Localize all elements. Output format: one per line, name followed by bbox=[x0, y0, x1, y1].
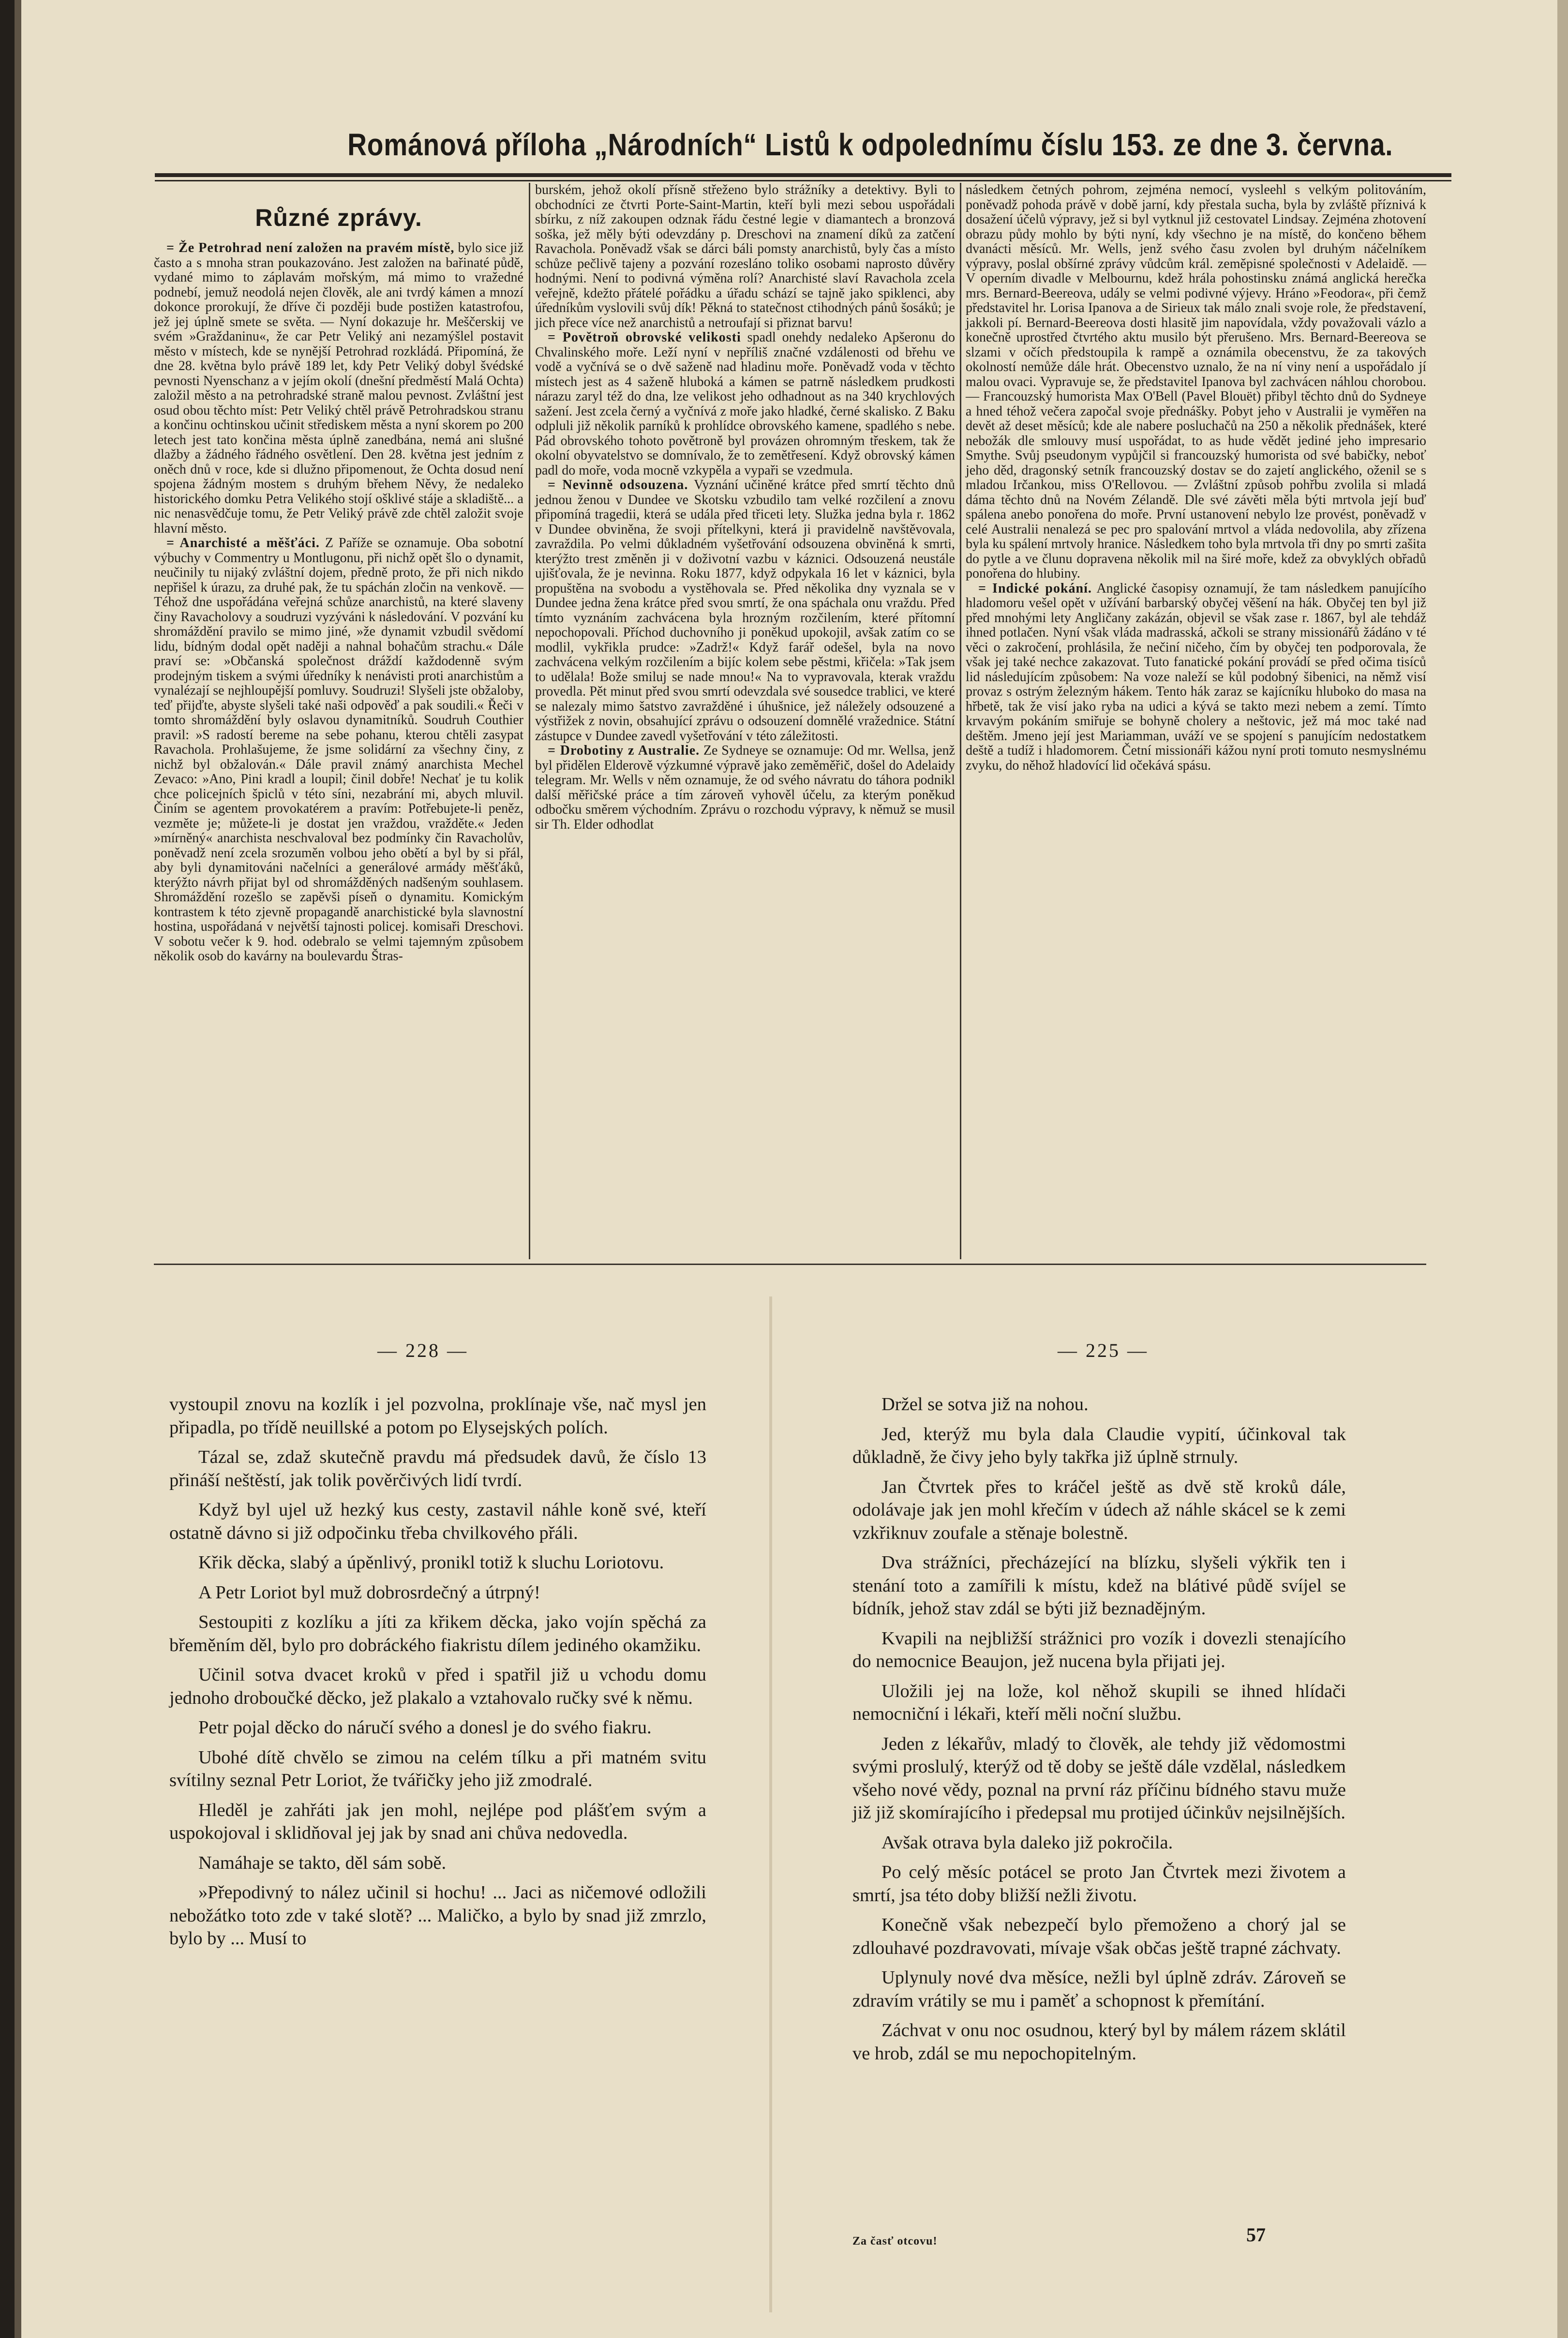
scan-edge-right bbox=[1557, 0, 1568, 2338]
news-item bbox=[535, 330, 955, 478]
novel-paragraph: Učinil sotva dvacet kroků v před i spatřil již u vchodu domu jednoho droboučké děcko, jež plakalo a vztahovalo ručky své k němu. bbox=[169, 1665, 706, 1708]
news-item bbox=[154, 241, 523, 536]
novel-paragraph: Jan Čtvrtek přes to kráčel ještě as dvě stě kroků dále, odolávaje jak jen mohl křečím v údech až náhle skácel se k zemi vzkřiknuv zoufale a stěnaje bolestně. bbox=[852, 1476, 1346, 1543]
header-rule-thin bbox=[155, 180, 1451, 181]
news-item-text: Ze Sydneye se oznamuje: Od mr. Wellsa, jenž byl přidělen Elderově výzkumné výpravě jako zeměměřič, došel do Adelaidy telegram. Mr. Wells v něm oznamuje, že od svého návratu do táhora podnikl další měřičské práce a tím zároveň vyhověl účelu, za kterým poněkud odbočku směrem východním. Zprávu o rozchodu výpravy, k němuž se musil sir Th. Elder odhodlat bbox=[535, 743, 956, 832]
novel-page-right bbox=[852, 1393, 1346, 2177]
news-item-text: Vyznání učiněné krátce před smrtí těchto dnů jednou ženou v Dundee ve Skotsku vzbudilo tam velké rozčilení a znovu připomíná tragedii, která se udála před třiceti lety. Služka jedna byla r. 1862 v Dundee obviněna, že svoji přítelkyni, která ji pravidelně navštěvovala, zavraždila. Po velmi důkladném vyšetřování odsouzena obviněná k smrti, kterýžto trest změněn ji v doživotní vazbu v káznici. Odsouzená neustále ujišťovala, že je nevinna. Roku 1877, když odpykala 16 let v káznici, byla propuštěna na svobodu a vystěhovala se. Před několika dny vyznala se v Dundee jedna žena krátce před svou smrtí, že ona spáchala onu vraždu. Před tímto vyznáním zachvácena byla hrozným rozčilením, které přítomní nepochopovali. Příchod duchovního ji poněkud upokojil, avšak zatím co se modlil, vykřikla prudce: »Zadrž!« Když farář odešel, byla na novo zachvácena velkým rozčilením a bijíc kolem sebe pěstmi, křičela: »Tak jsem to udělala! Bože smiluj se nade mnou!« Na to vypravovala, kterak vraždu provedla. Pět minut před svou smrtí odevzdala své sousedce trablici, ve které se nalezaly mimo šatstvo zavražděné i úhušnice, jež náležely odsouzené a výstřižek z novin, obsahující zprávu o odsouzení domnělé vražednice. Státní zástupce v Dundee zavedl vyšetřování v této záležitosti. bbox=[535, 477, 955, 744]
novel-page-left bbox=[169, 1393, 706, 2225]
column-divider bbox=[529, 183, 530, 1259]
novel-paragraph: Když byl ujel už hezký kus cesty, zastavil náhle koně své, kteří ostatně dávno si již odpočinku třeba chvilkového přáli. bbox=[169, 1500, 706, 1543]
section-title: Různé zprávy. bbox=[255, 204, 422, 231]
page-header: Románová příloha „Národních“ Listů k odpolednímu číslu 153. ze dne 3. června. bbox=[347, 127, 1393, 162]
news-item bbox=[154, 536, 523, 964]
header-rule bbox=[155, 173, 1451, 177]
novel-paragraph: Namáhaje se takto, děl sám sobě. bbox=[198, 1852, 447, 1873]
page-fold bbox=[769, 1296, 772, 2312]
news-item-title: = Drobotiny z Australie. bbox=[548, 743, 700, 758]
news-item-text: spadl onehdy nedaleko Apšeronu do Chvalinského moře. Leží nyní v nepříliš značné vzdálenosti od břehu ve vodě a vyčnívá se o dvě saženě nad hladinu moře. Poněvadž voda v těchto místech jest as 4 saženě hluboká a kámen se patrně následkem prudkosti nárazu zaryl též do dna, lze velikost jeho odhadnout as na 340 krychlových sažení. Jest zcela černý a vyčnívá z moře jako hladké, černé skalisko. Z Baku odpluli již několik parníků k prohlídce obrovského kamene, spadlého s nebe. Pád obrovského tohoto povětroně byl provázen ohromným třeskem, tak že okolní obyvatelstvo se domnívalo, že to zemětřesení. Když obrovský kámen padl do moře, voda mocně vzkypěla a vypaři se vzedmula. bbox=[535, 330, 955, 478]
news-column-1 bbox=[154, 183, 523, 1262]
novel-paragraph: Držel se sotva již na nohou. bbox=[881, 1394, 1089, 1415]
news-item-continuation: burském, jehož okolí přísně střeženo bylo strážníky a detektivy. Byli to obchodníci ze čtvrti Porte-Saint-Martin, kteří byli mezi sebou uspořádali sbírku, z níž zakoupen odznak řádu čestné legie v diamantech a bronzová soška, jež měly býti odevzdány p. Dreschovi na znamení díků za zatčení Ravachola. Poněvadž však se dárci báli pomsty anarchistů, byly čas a místo schůze pečlivě tajeny a pozvání rozesláno toliko osobami naprosto důvěry hodnými. Není to podivná výměna rolí? Anarchisté slaví Ravachola zcela veřejně, kdežto přátelé pořádku a úřadu schází se tajně jako spiklenci, aby úředníkům vyslovili svůj dík! Pěkná to statečnost ctihodných pánů šosáků; je jich přece více než anarchistů a netroufají si přiznat barvu! bbox=[535, 182, 955, 330]
news-item-title: = Indické pokání. bbox=[978, 581, 1092, 596]
novel-paragraph: Konečně však nebezpečí bylo přemoženo a chorý jal se zdlouhavé pozdravovati, mívaje však občas ještě trapné záchvaty. bbox=[852, 1915, 1346, 1958]
news-item-text: Anglické časopisy oznamují, že tam následkem panujícího hladomoru vešel opět v užívání barbarský obyčej věšení na hák. Obyčej ten byl již před mnohými lety Angličany zakázán, objevil se však zase r. 1867, byl ale tehdáž ihned potlačen. Nyní však vláda madrasská, ačkoli se strany missionářů žádáno v té věci o zakročení, prohlásila, že nečiní ničeho, čím by obyčej ten podporovala, že však jej také nechce zakazovat. Tuto fanatické pokání provádí se před očima tisíců lid následujícím způsobem: Na voze naleží se kůl podobný šibenici, na němž visí provaz s ostrým železným hákem. Tento hák zaraz se kajícníku hluboko do masa na hřbetě, tak že visí jako ryba na udici a kývá se takto mezi nebem a zemí. Tímto krvavým pokáním smiřuje se bohyně cholery a neštovic, jež má moc také nad deštěm. Jmeno její jest Mariamman, uváží ve se spojení s panujícím nedostatkem deště a tudíž i hladomorem. Četní missionáři kážou nyní proti tomuto nesmyslnému zvyku, do něhož hladovící lid očekává spásu. bbox=[966, 581, 1426, 773]
page-number-left: — 228 — bbox=[377, 1340, 468, 1361]
scan-edge-left bbox=[0, 0, 15, 2338]
news-item-text: bylo sice již často a s mnoha stran poukazováno. Jest založen na bařinaté půdě, vydané mimo to záplavám mořským, má mimo to vražedné podnebí, jemuž neodolá nejen člověk, ale ani tvrdý kámen a mnozí dokonce prorokují, že dříve či později bude postižen katastrofou, jež jej úplně smete se světa. — Nyní dokazuje hr. Meščerskij ve svém »Graždaninu«, že car Petr Veliký ani nezamýšlel postavit město v místech, kde se nynější Petrohrad rozkládá. Připomíná, že dne 28. května bylo právě 189 let, kdy Petr Veliký dobyl švédské pevnosti Nyenschanz a v jejím okolí (dnešní předměstí Malá Ochta) založil město a na petrohradské straně malou pevnost. Zvláštní jest osud obou těchto míst: Petr Veliký chtěl právě Petrohradskou stranu a končinu ochtinskou učinit střediskem města a nyní skorem po 200 letech jest tato končina města úplně zanedbána, nemá ani slušné dlažby a žádného řádného osvětlení. Den 28. května jest jedním z oněch dnů v roce, kde si dlužno připomenout, že Ochta dosud není spojena žádným mostem s druhým břehem Něvy, že nedaleko historického domku Petra Velikého stojí ošklivé stáje a skladiště... a nic nenasvědčuje tomu, že Petr Veliký právě zde chtěl založit svoje hlavní město. bbox=[154, 240, 523, 536]
novel-paragraph: Petr pojal děcko do náručí svého a donesl je do svého fiakru. bbox=[198, 1717, 652, 1738]
novel-paragraph: Záchvat v onu noc osudnou, který byl by málem rázem sklátil ve hrob, zdál se mu nepochopitelným. bbox=[852, 2020, 1346, 2064]
news-item-title: = Že Petrohrad není založen na pravém místě, bbox=[166, 240, 455, 255]
novel-paragraph: »Přepodivný to nález učinil si hochu! ... Jaci as ničemové odložili nebožátko toto zde v také slotě? ... Maličko, a bylo by snad již zmrzlo, bylo by ... Musí to bbox=[169, 1882, 706, 1949]
news-item-title: = Anarchisté a měšťáci. bbox=[166, 536, 320, 551]
novel-paragraph: Kvapili na nejbližší strážnici pro vozík i dovezli stenajícího do nemocnice Beaujon, jež nucena byla přijati jej. bbox=[852, 1628, 1346, 1671]
news-column-3 bbox=[966, 183, 1426, 1262]
novel-paragraph: Uložili jej na lože, kol něhož skupili se ihned hlídači nemocniční i lékaři, kteří měli noční službu. bbox=[852, 1681, 1346, 1724]
novel-paragraph: Avšak otrava byla daleko již pokročila. bbox=[881, 1832, 1173, 1853]
novel-paragraph: Po celý měsíc potácel se proto Jan Čtvrtek mezi životem a smrtí, jsa této doby bližší nežli životu. bbox=[852, 1862, 1346, 1906]
news-item-title: = Povětroň obrovské velikosti bbox=[548, 330, 741, 345]
novel-paragraph: Dva strážníci, přecházející na blízku, slyšeli výkřik ten i stenání toto a zamířili k místu, kdež na blátivé půdě svíjel se bídník, jehož stav zdál se býti již beznadějným. bbox=[852, 1552, 1346, 1619]
news-item-title: = Nevinně odsouzena. bbox=[548, 477, 688, 492]
news-item-continuation: následkem četných pohrom, zejména nemocí, vysleehl s velkým politováním, poněvadž pohoda právě v době jarní, kdy přestala sucha, byla by zvláště příznivá k dosažení účelů výpravy, jež si byl vytknul již cestovatel Lindsay. Zejména zhotovení obrazu půdy mohlo by býti nyní, kdy všechno je na místě, do končeno během dvanácti měsíců. Mr. Wells, jenž svého času zvolen byl druhým náčelníkem výpravy, poslal obšírné zprávy vůdcům král. zeměpisné společnosti v Adelaidě. — V operním divadle v Melbournu, kdež hrála pohostinsku známá anglická herečka mrs. Bernard-Beereova, udály se velmi podivné výjevy. Hráno »Feodora«, při čemž představitel hr. Lorisa Ipanova a de Sirieux tak málo znali svoje role, že představení, jakkoli pí. Bernard-Beereova dosti hlasitě jim napovídala, vždy považovali vázlo a konečně uprostřed čtvrtého aktu musilo být přerušeno. Mrs. Bernard-Beereova se slzami v očích předstoupila k rampě a oznámila obecenstvu, že za takových okolností nemůže dále hrát. Obecenstvo uznalo, že na ní viny není a uspořádalo jí malou ovaci. Vypravuje se, že představitel Ipanova byl zachvácen náhlou chorobou. — Francouzský humorista Max O'Bell (Pavel Blouët) přibyl těchto dnů do Sydneye a hned téhož večera započal svoje přednášky. Pobyt jeho v Australii je vyměřen na devět až deset měsíců; kde ale nabere posluchačů na 250 a několik přednášek, které nebožák dle smlouvy musí uspořádat, to as hude vědět jediné jeho impresario Smythe. Svůj pseudonym vypůjčil si francouzský humorista od své babičky, neboť jeho děd, dragonský setník francouzský dostav se do zajetí anglického, oženil se s mladou Irčankou, miss O'Rellovou. — Zvláštní způsob pohřbu zvolila si mladá dáma těchto dnů na Novém Zélandě. Dle své závěti měla býti mrtvola její buď spálena anebo ponořena do moře. První ustanovení nebylo lze provést, poněvadž v celé Australii nenalezá se pec pro spalování mrtvol a vláda nedovolila, aby zřízena byla ku spálení mrtvoly hranice. Následkem toho byla mrtvola tři dny po smrti zašita do pytle a ve člunu dopravena několik mil na širé moře, kdež za obvyklých obřadů ponořena do hlubiny. bbox=[966, 182, 1426, 581]
news-column-2 bbox=[535, 183, 955, 1262]
novel-paragraph: Jeden z lékařův, mladý to člověk, ale tehdy již vědomostmi svými proslulý, kterýž od tě doby se ještě dále vzdělal, následkem všeho nové vědy, poznal na první ráz příčinu bídného stavu muže již již skomírajícího i předepsal mu protijed účinkův nejsilnějších. bbox=[852, 1733, 1346, 1823]
sheet-number: 57 bbox=[1246, 2224, 1266, 2246]
novel-paragraph: Hleděl je zahřáti jak jen mohl, nejlépe pod plášťem svým a uspokojoval i sklidňoval jej jak by snad ani chůva nedovedla. bbox=[169, 1800, 706, 1843]
novel-paragraph: Tázal se, zdaž skutečně pravdu má předsudek davů, že číslo 13 přináší neštěstí, jak tolik pověrčivých lidí tvrdí. bbox=[169, 1447, 706, 1490]
news-item bbox=[966, 581, 1426, 774]
news-item bbox=[535, 478, 955, 744]
page-number-right: — 225 — bbox=[1058, 1340, 1149, 1361]
column-divider bbox=[960, 183, 961, 1259]
novel-paragraph: vystoupil znovu na kozlík i jel pozvolna, proklínaje vše, nač mysl jen připadla, po třídě neuillské a potom po Elysejských polích. bbox=[169, 1394, 706, 1438]
novel-paragraph: Jed, kterýž mu byla dala Claudie vypití, účinkoval tak důkladně, že čivy jeho byly takřka již úplně strnuly. bbox=[852, 1424, 1346, 1467]
novel-paragraph: Ubohé dítě chvělo se zimou na celém tílku a při matném svitu svítilny seznal Petr Loriot, že tvářičky jeho již zmodralé. bbox=[169, 1747, 706, 1790]
novel-paragraph: Uplynuly nové dva měsíce, nežli byl úplně zdráv. Zároveň se zdravím vrátily se mu i paměť a schopnost k přemítání. bbox=[852, 1967, 1346, 2011]
novel-paragraph: Křik děcka, slabý a úpěnlivý, pronikl totiž k sluchu Loriotovu. bbox=[198, 1552, 664, 1573]
scan-edge-left-shadow bbox=[15, 0, 21, 2338]
news-item bbox=[535, 744, 955, 832]
novel-paragraph: Sestoupiti z kozlíku a jíti za křikem děcka, jako vojín spěchá za břeměním děl, bylo pro dobráckého fiakristu dílem jediného okamžiku. bbox=[169, 1612, 706, 1655]
column-bottom-rule bbox=[154, 1264, 1426, 1265]
novel-paragraph: A Petr Loriot byl muž dobrosrdečný a útrpný! bbox=[198, 1582, 540, 1603]
news-item-text: Z Paříže se oznamuje. Oba sobotní výbuchy v Commentry u Montlugonu, při nichž opět šlo o dynamit, neučinily tu nijaký zvláštní dojem, předně proto, že při nich nikdo nepřišel k úrazu, za druhé pak, že tu spáchán zločin na venkově. — Téhož dne uspořádána veřejná schůze anarchistů, na které slaveny činy Ravacholovy a soudruzi vyzýváni k následování. V pozvání ku shromáždění pravilo se mimo jiné, »že dynamit vzbudil svědomí lidu, bídným dodal opět naději a nahnal bohačům strachu.« Dále praví se: »Občanská společnost dráždí každodenně svým prodejným tiskem a svými úředníky k nenávisti proti anarchistům a vynalézají se nejhloupější pomluvy. Soudruzi! Slyšeli jste obžaloby, teď přijďte, abyste slyšeli také naši odpověď a pak soudili.« Řeči v tomto shromáždění byly oslavou dynamitníků. Soudruh Couthier pravil: »S radostí bereme na sebe pohanu, kterou chtěli zasypat Ravachola. Prohlašujeme, že jsme solidární za všechny činy, z nichž byl obžalován.« Dále pravil známý anarchista Mechel Zevaco: »Ano, Pini kradl a loupil; činil dobře! Nechať je tu kolik chce policejních špiclů v této síni, nezabrání mi, abych mluvil. Činím se agentem provokatérem a pravím: Potřebujete-li peněz, vezměte je; můžete-li je dostat jen vraždou, vražděte.« Jeden »mírněný« anarchista neschvaloval bez podmínky čin Ravacholův, poněvadž není zcela srozuměn volbou jeho obětí a byl by si přál, aby byli dynamitováni načelníci a generálové armády měšťáků, kterýžto návrh přijat byl od shromážděných nadšeným souhlasem. Shromáždění rozešlo se zapěvši píseň o dynamitu. Komickým kontrastem k této zjevně propagandě anarchistické byla slavnostní hostina, uspořádaná v největší tajnosti policej. komisaři Dreschovi. V sobotu večer k 9. hod. odebralo se velmi tajemným způsobem několik osob do kavárny na boulevardu Štras- bbox=[154, 536, 524, 964]
continuation-note: Za časť otcovu! bbox=[852, 2235, 938, 2248]
